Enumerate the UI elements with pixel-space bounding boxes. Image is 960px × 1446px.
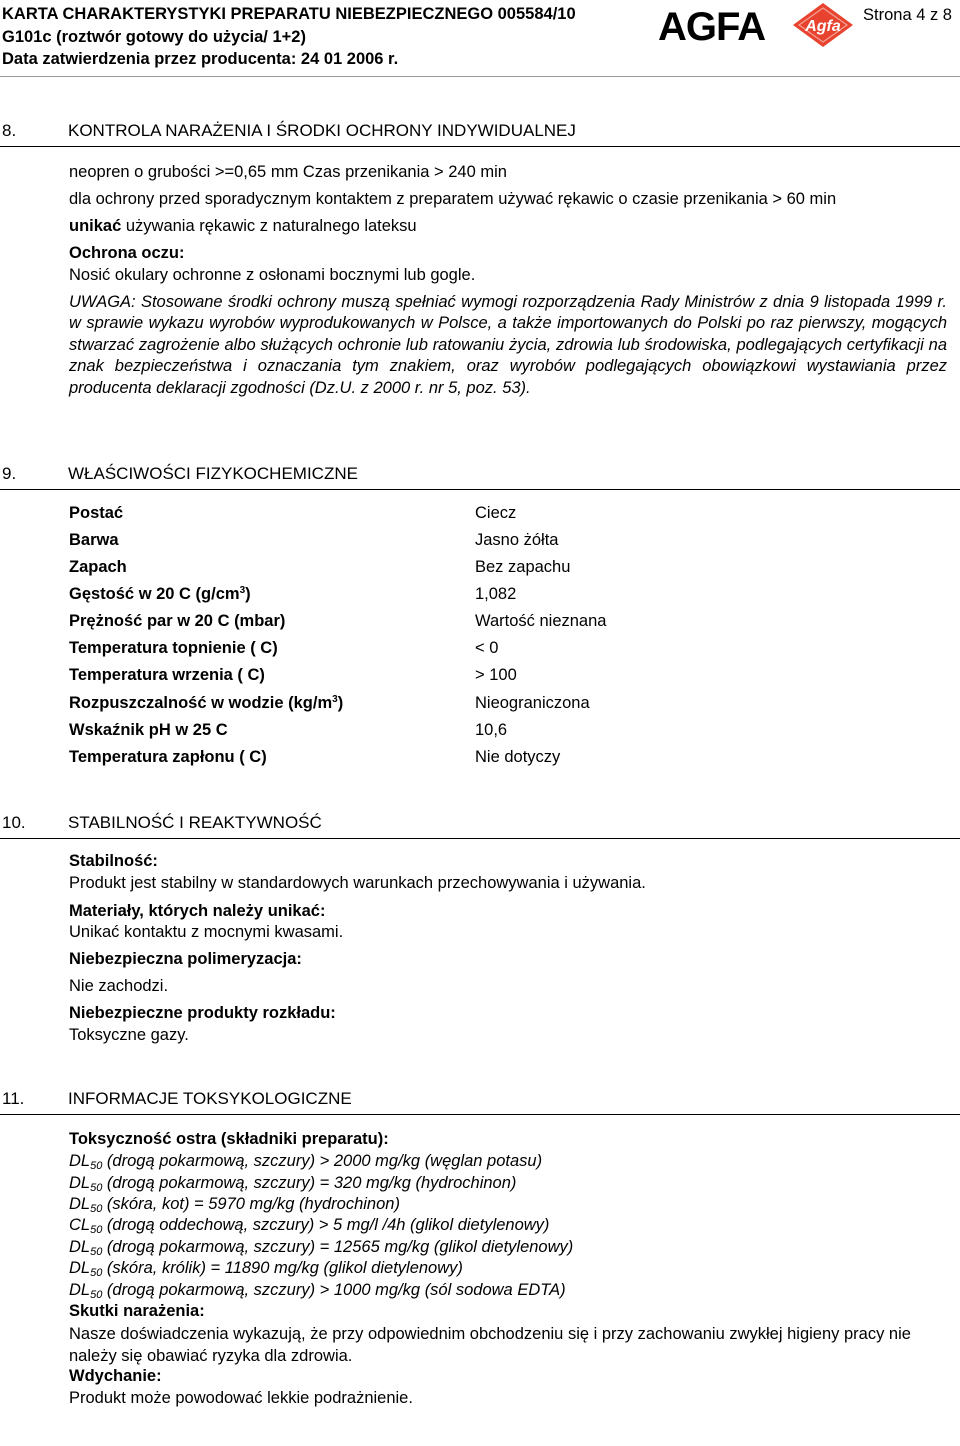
- property-row: [69, 639, 669, 661]
- property-value: < 0: [475, 639, 499, 657]
- header-title: KARTA CHARAKTERYSTYKI PREPARATU NIEBEZPIECZNEGO 005584/10: [2, 5, 576, 23]
- property-name: Rozpuszczalność w wodzie $(kg/m^3)$: [69, 694, 344, 712]
- section-title: STABILNOŚĆ I REAKTYWNOŚĆ: [68, 813, 322, 832]
- section-divider: [0, 838, 960, 839]
- property-value: Jasno żółta: [475, 531, 559, 549]
- stability-heading: Stabilność:: [69, 852, 158, 870]
- property-value: Nieograniczona: [475, 694, 590, 712]
- toxicity-entry: $DL_{50}$ (skóra, królik) = 11890 mg/kg (glikol dietylenowy): [69, 1259, 463, 1279]
- property-row: [69, 694, 669, 716]
- svg-text:AGFA: AGFA: [658, 5, 766, 44]
- decomposition-text: Toksyczne gazy.: [69, 1026, 189, 1044]
- toxicity-entry: $DL_{50}$ (drogą pokarmową, szczury) = 12565 mg/kg (glikol dietylenowy): [69, 1238, 574, 1258]
- section-divider: [0, 1114, 960, 1115]
- section-number: 9.: [2, 464, 17, 483]
- property-value: 1,082: [475, 585, 517, 603]
- property-row: [69, 666, 669, 688]
- header-divider: [0, 76, 960, 77]
- property-value: Nie dotyczy: [475, 748, 561, 766]
- materials-heading: Materiały, których należy unikać:: [69, 902, 326, 920]
- property-name: Temperatura wrzenia ( C): [69, 666, 265, 684]
- property-name: Gęstość w 20 C $(g/cm^3)$: [69, 585, 251, 603]
- agfa-wordmark: [658, 4, 782, 44]
- property-value: > 100: [475, 666, 517, 684]
- section-title: KONTROLA NARAŻENIA I ŚRODKI OCHRONY INDYWIDUALNEJ: [68, 121, 576, 140]
- property-row: [69, 748, 669, 770]
- property-value: Wartość nieznana: [475, 612, 607, 630]
- glove-usage-text: dla ochrony przed sporadycznym kontaktem z preparatem używać rękawic o czasie przenikania > 60 min: [69, 190, 837, 208]
- exposure-effects-heading: Skutki narażenia:: [69, 1302, 205, 1320]
- regulation-note: UWAGA: Stosowane środki ochrony muszą spełniać wymogi rozporządzenia Rady Ministrów z dnia 9 listopada 1999 r. w sprawie wykazu wyrobów wyprodukowanych w Polsce, a także importowanych do Polski po raz pierwszy, mogących stwarzać zagrożenie albo służących ochronie lub ratowaniu życia, zdrowia lub środowiska, podlegających certyfikacji na znak bezpieczeństwa i oznaczania tym znakiem, oraz wyrobów podlegających obowiązkowi wystawiania przez producenta deklaracji zgodności (Dz.U. z 2000 r. nr 5, poz. 53).: [69, 293, 947, 397]
- page-number: Strona 4 z 8: [863, 6, 952, 24]
- property-value: Bez zapachu: [475, 558, 571, 576]
- section-number: 11.: [2, 1089, 25, 1108]
- agfa-logo-icon: [792, 2, 854, 48]
- latex-warning-rest: używania rękawic z naturalnego lateksu: [121, 217, 417, 235]
- document-header: [0, 0, 960, 80]
- acute-toxicity-heading: Toksyczność ostra (składniki preparatu):: [69, 1130, 389, 1148]
- inhalation-heading: Wdychanie:: [69, 1367, 162, 1385]
- section-title: INFORMACJE TOKSYKOLOGICZNE: [68, 1089, 352, 1108]
- toxicity-entry: $DL_{50}$ (drogą pokarmową, szczury) > 2000 mg/kg (węglan potasu): [69, 1152, 543, 1172]
- avoid-label: unikać: [69, 217, 122, 235]
- property-name: Zapach: [69, 558, 127, 576]
- toxicity-entry: $DL_{50}$ (drogą pokarmową, szczury) > 1000 mg/kg (sól sodowa EDTA): [69, 1281, 566, 1301]
- section-divider: [0, 146, 960, 147]
- property-row: [69, 558, 669, 580]
- property-row: [69, 721, 669, 743]
- property-value: 10,6: [475, 721, 508, 739]
- section-title: WŁAŚCIWOŚCI FIZYKOCHEMICZNE: [68, 464, 358, 483]
- header-product: G101c (roztwór gotowy do użycia/ 1+2): [2, 28, 306, 46]
- toxicity-entry: $CL_{50}$ (drogą oddechową, szczury) > 5 mg/l /4h (glikol dietylenowy): [69, 1216, 550, 1236]
- property-row: [69, 504, 669, 526]
- stability-text: Produkt jest stabilny w standardowych warunkach przechowywania i używania.: [69, 874, 646, 892]
- svg-text:Agfa: Agfa: [805, 18, 841, 35]
- latex-warning-text: [69, 217, 417, 236]
- section-number: 10.: [2, 813, 26, 832]
- eye-protection-text: Nosić okulary ochronne z osłonami bocznymi lub gogle.: [69, 266, 476, 284]
- exposure-effects-text: Nasze doświadczenia wykazują, że przy odpowiednim obchodzeniu się i przy zachowaniu zwykłej higieny pracy nie należy się obawiać ryzyka dla zdrowia.: [69, 1325, 911, 1365]
- property-name: Temperatura topnienie ( C): [69, 639, 278, 657]
- property-name: Postać: [69, 504, 124, 522]
- toxicity-entry: $DL_{50}$ (drogą pokarmową, szczury) = 320 mg/kg (hydrochinon): [69, 1174, 517, 1194]
- polymerization-heading: Niebezpieczna polimeryzacja:: [69, 950, 302, 968]
- property-row: [69, 612, 669, 634]
- toxicity-entry: $DL_{50}$ (skóra, kot) = 5970 mg/kg (hydrochinon): [69, 1195, 400, 1215]
- decomposition-heading: Niebezpieczne produkty rozkładu:: [69, 1004, 336, 1022]
- section-divider: [0, 489, 960, 490]
- polymerization-text: Nie zachodzi.: [69, 977, 169, 995]
- materials-text: Unikać kontaktu z mocnymi kwasami.: [69, 923, 344, 941]
- property-row: [69, 585, 669, 607]
- inhalation-text: Produkt może powodować lekkie podrażnienie.: [69, 1389, 413, 1407]
- property-name: Barwa: [69, 531, 119, 549]
- header-date: Data zatwierdzenia przez producenta: 24 01 2006 r.: [2, 50, 399, 68]
- property-name: Prężność par w 20 C (mbar): [69, 612, 286, 630]
- property-value: Ciecz: [475, 504, 517, 522]
- property-row: [69, 531, 669, 553]
- eye-protection-heading: Ochrona oczu:: [69, 244, 185, 262]
- section-number: 8.: [2, 121, 17, 140]
- property-name: Wskaźnik pH w 25 C: [69, 721, 228, 739]
- glove-material-text: neopren o grubości >=0,65 mm Czas przenikania > 240 min: [69, 163, 507, 181]
- property-name: Temperatura zapłonu ( C): [69, 748, 267, 766]
